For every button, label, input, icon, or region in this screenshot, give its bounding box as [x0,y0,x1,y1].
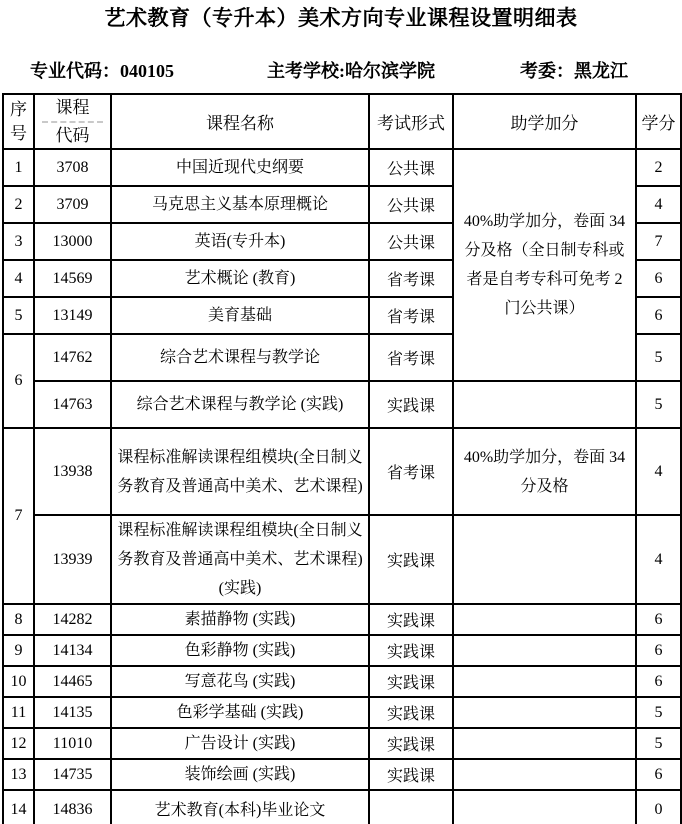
row-credit: 6 [636,666,681,697]
row-code: 11010 [34,728,111,759]
col-header-exam: 考试形式 [369,94,453,149]
bonus-cell-empty [453,759,636,790]
table-row [3,790,681,824]
row-exam: 实践课 [369,666,453,697]
table-row [3,149,681,186]
row-name: 英语(专升本) [111,223,369,260]
row-seq: 8 [3,604,34,635]
row-code: 13000 [34,223,111,260]
row-credit: 5 [636,381,681,428]
row-exam: 实践课 [369,728,453,759]
row-credit: 5 [636,728,681,759]
row-code: 14569 [34,260,111,297]
row-seq: 9 [3,635,34,666]
row-code: 14465 [34,666,111,697]
row-code: 3709 [34,186,111,223]
table-row [3,666,681,697]
row-name: 素描静物 (实践) [111,604,369,635]
row-name: 色彩静物 (实践) [111,635,369,666]
row-name: 综合艺术课程与教学论 (实践) [111,381,369,428]
row-code: 14134 [34,635,111,666]
row-credit: 2 [636,149,681,186]
row-credit: 7 [636,223,681,260]
table-row [3,728,681,759]
table-row [3,515,681,604]
bonus-cell-empty [453,728,636,759]
row-code: 14135 [34,697,111,728]
row-exam: 实践课 [369,381,453,428]
row-code: 14282 [34,604,111,635]
row-exam: 公共课 [369,149,453,186]
row-seq: 3 [3,223,34,260]
table-row [3,381,681,428]
bonus-note-public-courses: 40%助学加分，卷面 34 分及格（全日制专科或者是自考专科可免考 2 门公共课） [453,149,636,381]
bonus-note-module: 40%助学加分，卷面 34 分及格 [453,428,636,515]
row-name: 课程标准解读课程组模块(全日制义务教育及普通高中美术、艺术课程) [111,428,369,515]
row-seq: 1 [3,149,34,186]
row-seq: 2 [3,186,34,223]
row-code: 14735 [34,759,111,790]
row-code: 13938 [34,428,111,515]
row-seq: 4 [3,260,34,297]
row-exam: 实践课 [369,635,453,666]
row-name: 写意花鸟 (实践) [111,666,369,697]
col-header-bonus: 助学加分 [453,94,636,149]
row-seq: 5 [3,297,34,334]
col-header-name: 课程名称 [111,94,369,149]
col-header-code-line2: 代码 [55,125,90,145]
row-name: 艺术概论 (教育) [111,260,369,297]
row-credit: 6 [636,297,681,334]
row-code: 14836 [34,790,111,824]
course-table [2,93,682,824]
row-credit: 6 [636,260,681,297]
row-seq: 10 [3,666,34,697]
row-name: 广告设计 (实践) [111,728,369,759]
row-name: 课程标准解读课程组模块(全日制义务教育及普通高中美术、艺术课程) (实践) [111,515,369,604]
row-code: 13149 [34,297,111,334]
bonus-cell-empty [453,697,636,728]
row-name: 马克思主义基本原理概论 [111,186,369,223]
row-name: 美育基础 [111,297,369,334]
bonus-cell-empty [453,381,636,428]
row-exam: 省考课 [369,428,453,515]
row-credit: 6 [636,759,681,790]
table-header-row [3,94,681,149]
row-exam: 省考课 [369,334,453,381]
row-seq: 14 [3,790,34,824]
table-row [3,604,681,635]
row-credit: 4 [636,186,681,223]
row-seq: 12 [3,728,34,759]
row-credit: 5 [636,334,681,381]
row-seq: 6 [3,334,34,428]
row-exam: 实践课 [369,604,453,635]
col-header-code-line1: 课程 [55,97,90,117]
table-row [3,697,681,728]
row-exam: 公共课 [369,223,453,260]
row-seq: 13 [3,759,34,790]
header-dashed-divider [42,121,103,123]
table-row [3,759,681,790]
row-credit: 4 [636,515,681,604]
row-credit: 6 [636,604,681,635]
row-exam: 实践课 [369,759,453,790]
row-exam: 公共课 [369,186,453,223]
page-title: 艺术教育（专升本）美术方向专业课程设置明细表 [104,6,578,30]
col-header-credit: 学分 [636,94,681,149]
exam-committee-label: 考委：黑龙江 [520,61,628,81]
row-credit: 5 [636,697,681,728]
row-name: 中国近现代史纲要 [111,149,369,186]
table-row [3,635,681,666]
row-code: 14762 [34,334,111,381]
exam-cell-empty [369,790,453,824]
row-exam: 省考课 [369,297,453,334]
col-header-code [34,94,111,149]
bonus-cell-empty [453,790,636,824]
row-exam: 省考课 [369,260,453,297]
bonus-cell-empty [453,604,636,635]
row-exam: 实践课 [369,515,453,604]
exam-school-label: 主考学校:哈尔滨学院 [267,61,435,81]
bonus-cell-empty [453,635,636,666]
table-row [3,428,681,515]
row-seq: 7 [3,428,34,604]
row-code: 14763 [34,381,111,428]
col-header-seq [3,94,34,149]
row-name: 综合艺术课程与教学论 [111,334,369,381]
bonus-cell-empty [453,515,636,604]
row-code: 3708 [34,149,111,186]
major-code-label: 专业代码：040105 [30,61,174,81]
col-header-seq-line1: 序 [10,99,27,119]
row-name: 艺术教育(本科)毕业论文 [111,790,369,824]
meta-row [0,57,682,79]
row-name: 色彩学基础 (实践) [111,697,369,728]
row-seq: 11 [3,697,34,728]
document-page [0,5,682,824]
row-credit: 6 [636,635,681,666]
row-code: 13939 [34,515,111,604]
row-exam: 实践课 [369,697,453,728]
col-header-seq-line2: 号 [10,123,27,143]
row-credit: 0 [636,790,681,824]
row-credit: 4 [636,428,681,515]
row-name: 装饰绘画 (实践) [111,759,369,790]
bonus-cell-empty [453,666,636,697]
